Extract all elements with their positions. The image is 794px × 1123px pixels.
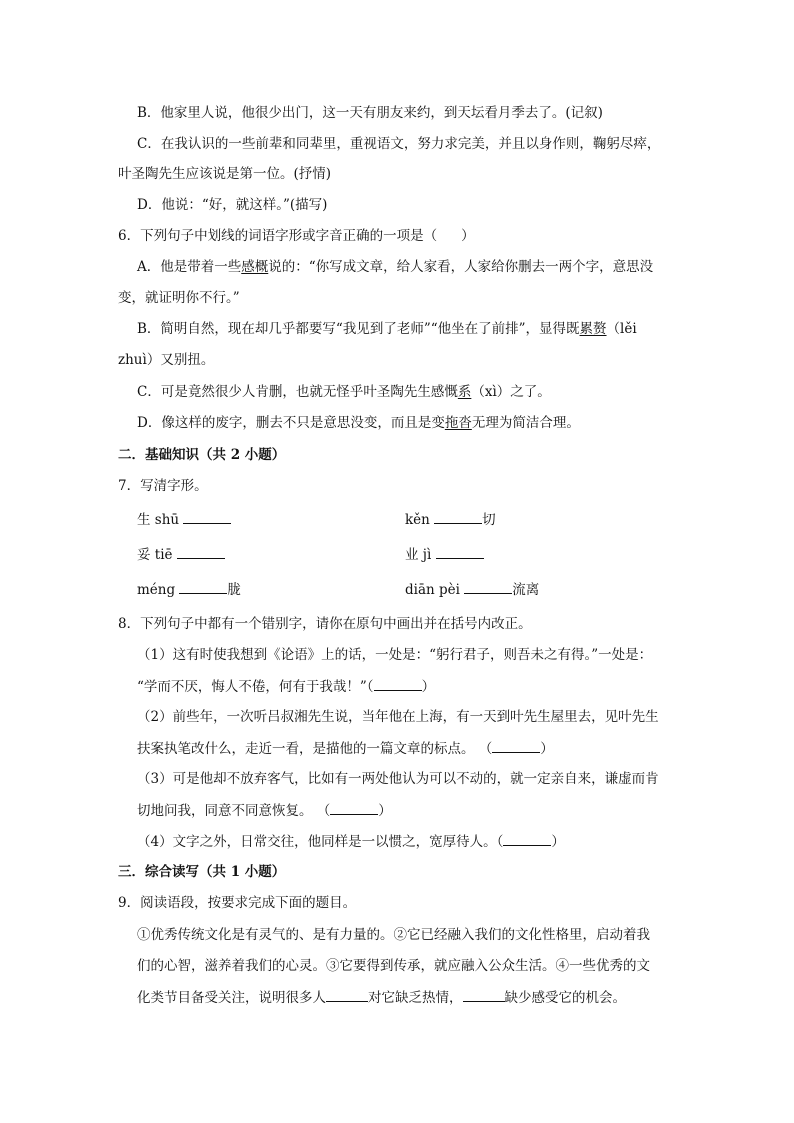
q6-c-underlined-word: 系 bbox=[457, 384, 472, 400]
answer-blank[interactable] bbox=[492, 738, 540, 753]
answer-blank[interactable] bbox=[177, 544, 225, 559]
q7-item-3: 妥 tiē bbox=[137, 544, 225, 565]
q5-option-c-line2: 叶圣陶先生应该说是第一位。(抒情) bbox=[118, 166, 332, 182]
q5-option-c-line1: C．在我认识的一些前辈和同辈里，重视语文，努力求完美，并且以身作则，鞠躬尽瘁， bbox=[137, 136, 661, 152]
q7-item-1: 生 shū bbox=[137, 509, 231, 530]
q8-sentence-3-line2: 切地问我，同意不同意恢复。 （ ） bbox=[137, 800, 392, 821]
q9-stem: 9．阅读语段，按要求完成下面的题目。 bbox=[118, 895, 357, 911]
answer-blank[interactable] bbox=[374, 676, 422, 691]
q6-option-b-line2: zhuì）又别扭。 bbox=[118, 352, 215, 368]
q5-option-b: B．他家里人说，他很少出门，这一天有朋友来约，到天坛看月季去了。(记叙) bbox=[137, 105, 603, 121]
q7-item-5: méng 胧 bbox=[137, 579, 241, 600]
q8-sentence-1-line2: “学而不厌，悔人不倦，何有于我哉！”（ ） bbox=[137, 676, 435, 697]
q6-a-underlined-word: 感概 bbox=[241, 259, 269, 275]
q6-option-b-line1: B．简明自然，现在却几乎都要写“我见到了老师”“他坐在了前排”，显得既累赘（lěi bbox=[137, 321, 637, 337]
answer-blank[interactable] bbox=[436, 544, 484, 559]
answer-blank[interactable] bbox=[463, 987, 505, 1002]
q7-item-4: 业 jì bbox=[405, 544, 484, 565]
q9-passage-line3: 化类节目备受关注，说明很多人 对它缺乏热情， 缺少感受它的机会。 bbox=[137, 987, 626, 1008]
q8-sentence-1-line1: （1）这有时使我想到《论语》上的话，一处是：“躬行君子，则吾未之有得。”一处是： bbox=[137, 647, 653, 663]
q6-option-c: C．可是竟然很少人肯删，也就无怪乎叶圣陶先生感慨系（xì）之了。 bbox=[137, 384, 551, 400]
q7-stem: 7．写清字形。 bbox=[118, 478, 208, 494]
q9-passage-line2: 们的心智，滋养着我们的心灵。③它要得到传承，就应融入公众生活。④一些优秀的文 bbox=[137, 958, 650, 974]
section-2-heading: 二．基础知识（共 2 小题） bbox=[118, 447, 286, 463]
q8-stem: 8．下列句子中都有一个错别字，请你在原句中画出并在括号内改正。 bbox=[118, 616, 532, 632]
answer-blank[interactable] bbox=[434, 509, 482, 524]
q8-sentence-2-line2: 扶案执笔改什么，走近一看，是描他的一篇文章的标点。 （ ） bbox=[137, 738, 554, 759]
q7-item-2: kěn 切 bbox=[405, 509, 496, 530]
section-3-heading: 三．综合读写（共 1 小题） bbox=[118, 864, 286, 880]
q6-d-underlined-word: 拖沓 bbox=[444, 415, 472, 431]
answer-blank[interactable] bbox=[330, 800, 378, 815]
answer-blank[interactable] bbox=[464, 579, 512, 594]
q6-stem: 6．下列句子中划线的词语字形或字音正确的一项是（ ） bbox=[118, 228, 475, 244]
q8-sentence-2-line1: （2）前些年，一次听吕叔湘先生说，当年他在上海，有一天到叶先生屋里去，见叶先生 bbox=[137, 709, 659, 725]
q6-option-a-line1: A．他是带着一些感概说的：“你写成文章，给人家看，人家给你删去一两个字，意思没 bbox=[137, 259, 654, 275]
q6-option-d: D．像这样的废字，删去不只是意思没变，而且是变拖沓无理为简洁合理。 bbox=[137, 415, 580, 431]
answer-blank[interactable] bbox=[503, 831, 551, 846]
q9-passage-line1: ①优秀传统文化是有灵气的、是有力量的。②它已经融入我们的文化性格里，启动着我 bbox=[137, 927, 650, 943]
answer-blank[interactable] bbox=[179, 579, 227, 594]
q7-item-6: diān pèi 流离 bbox=[405, 579, 539, 600]
q6-b-underlined-word: 累赘 bbox=[579, 321, 607, 337]
answer-blank[interactable] bbox=[183, 509, 231, 524]
q5-option-d: D．他说：“好，就这样。”(描写) bbox=[137, 197, 328, 213]
answer-blank[interactable] bbox=[326, 987, 368, 1002]
q8-sentence-4: （4）文字之外，日常交往，他同样是一以惯之，宽厚待人。（ ） bbox=[137, 831, 565, 852]
q8-sentence-3-line1: （3）可是他却不放弃客气，比如有一两处他认为可以不动的，就一定亲自来，谦虚而肯 bbox=[137, 771, 659, 787]
q6-option-a-line2: 变，就证明你不行。” bbox=[118, 290, 240, 306]
